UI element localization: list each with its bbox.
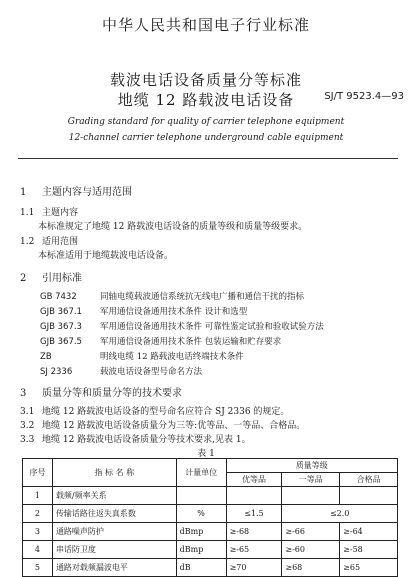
cell-excellent: ≤1.5: [226, 505, 282, 523]
table-header-row: [23, 459, 398, 473]
subsection-1-2-text: 本标准适用于地缆载波电话设备。: [38, 251, 174, 261]
clause-number: 3.2: [20, 421, 35, 431]
table-row: [23, 505, 398, 523]
cell-pass: ≥-58: [340, 541, 398, 559]
section-2-heading: [20, 269, 82, 284]
reference-title: 军用通信设备通用技术条件 设计和选型: [100, 307, 248, 317]
cell-seq: 4: [23, 541, 53, 559]
section-number: 3: [20, 388, 27, 399]
reference-title: 军用通信设备通用技术条件 可靠性鉴定试验和验收试验方法: [100, 322, 324, 332]
reference-title: 载波电话设备型号命名方法: [100, 367, 203, 377]
clause-text: 地缆 12 路载波电话设备质量分为三等:优等品、一等品、合格品。: [42, 421, 306, 431]
reference-code: GJB 367.1: [40, 307, 82, 317]
table-row: [23, 487, 398, 505]
section-number: 2: [20, 273, 27, 284]
english-title-line-1: Grading standard for quality of carrier telephone equipment: [67, 117, 345, 127]
clause-3-3: [20, 432, 251, 445]
subsection-title: 主题内容: [42, 208, 79, 218]
cell-first: ≥-66: [282, 523, 340, 541]
grading-table: [22, 458, 398, 577]
cell-excellent: ≥-68: [226, 523, 282, 541]
section-title: 主题内容与适用范围: [42, 187, 132, 198]
section-title: 引用标准: [42, 273, 82, 284]
subsection-1-1-heading: [20, 205, 78, 218]
section-1-heading: [20, 183, 132, 198]
subsection-title: 适用范围: [42, 237, 79, 247]
header-seq: 序号: [23, 459, 53, 487]
reference-row: [40, 305, 247, 317]
cell-item: 传输话路往返失真系数: [52, 505, 176, 523]
reference-row: [40, 365, 202, 377]
table-row: [23, 523, 398, 541]
header-item: 指 标 名 称: [52, 459, 176, 487]
clause-3-1: [20, 404, 289, 417]
reference-row: [40, 350, 244, 362]
reference-code: GJB 367.3: [40, 322, 82, 332]
header-unit: 计量单位: [176, 459, 226, 487]
table-caption: 表 1: [197, 449, 215, 459]
clause-text: 地缆 12 路载波电话设备的型号命名应符合 SJ 2336 的规定。: [42, 407, 290, 417]
cell-pass: ≥-64: [340, 523, 398, 541]
standard-number: SJ/T 9523.4—93: [324, 91, 404, 102]
cell-first: ≤2.0: [282, 505, 398, 523]
reference-title: 同轴电缆载波通信系统抗无线电广播和通信干扰的指标: [100, 292, 305, 302]
cell-unit: dB: [176, 559, 226, 577]
cell-seq: 2: [23, 505, 53, 523]
subsection-number: 1.1: [20, 208, 35, 218]
reference-code: SJ 2336: [40, 367, 73, 377]
section-3-heading: [20, 384, 182, 399]
header-grade-group: 质量等级: [226, 459, 397, 473]
section-title: 质量分等和质量分等的技术要求: [42, 388, 182, 399]
cell-item: 通路对载频漏波电平: [52, 559, 176, 577]
subsection-1-2-heading: [20, 234, 78, 247]
cell-seq: 3: [23, 523, 53, 541]
subsection-1-1-text: 本标准规定了地缆 12 路载波电话设备的质量等级和质量等级要求。: [38, 222, 308, 232]
clause-number: 3.1: [20, 407, 35, 417]
cell-seq: 5: [23, 559, 53, 577]
reference-title: 明线电缆 12 路载波电话终端技术条件: [100, 352, 244, 362]
cell-first: ≥-60: [282, 541, 340, 559]
reference-code: ZB: [40, 352, 52, 362]
cell-first: [282, 487, 340, 505]
cell-seq: 1: [23, 487, 53, 505]
cell-excellent: ≥-65: [226, 541, 282, 559]
table-row: [23, 541, 398, 559]
header-pass: 合格品: [340, 473, 398, 487]
reference-row: [40, 335, 281, 347]
document-title-line-1: 载波电话设备质量分等标准: [109, 71, 302, 89]
table-row: [23, 559, 398, 577]
cell-unit: dBmp: [176, 541, 226, 559]
cell-pass: [340, 487, 398, 505]
reference-code: GB 7432: [40, 292, 77, 302]
cell-item: 载频/频率关系: [52, 487, 176, 505]
reference-title: 军用通信设备通用技术条件 包装运输和贮存要求: [100, 337, 282, 347]
cell-unit: dBmp: [176, 523, 226, 541]
cell-first: ≥68: [282, 559, 340, 577]
subsection-number: 1.2: [20, 237, 35, 247]
cell-unit: [176, 487, 226, 505]
cell-excellent: ≥70: [226, 559, 282, 577]
header-rule: [18, 158, 398, 159]
clause-text: 地缆 12 路载波电话设备质量分等技术要求,见表 1。: [42, 435, 251, 445]
document-header: 中华人民共和国电子行业标准: [101, 16, 310, 34]
cell-pass: ≥65: [340, 559, 398, 577]
header-excellent: 优等品: [226, 473, 282, 487]
reference-row: [40, 320, 324, 332]
document-title-line-2: 地缆 12 路载波电话设备: [117, 91, 295, 109]
reference-row: [40, 290, 304, 302]
reference-code: GJB 367.5: [40, 337, 82, 347]
cell-item: 串话防卫度: [52, 541, 176, 559]
clause-3-2: [20, 418, 305, 431]
cell-item: 通路噪声防护: [52, 523, 176, 541]
header-first: 一等品: [282, 473, 340, 487]
english-title-line-2: 12-channel carrier telephone underground cable equipment: [68, 133, 344, 143]
cell-unit: %: [176, 505, 226, 523]
clause-number: 3.3: [20, 435, 35, 445]
cell-excellent: [226, 487, 282, 505]
section-number: 1: [20, 187, 27, 198]
